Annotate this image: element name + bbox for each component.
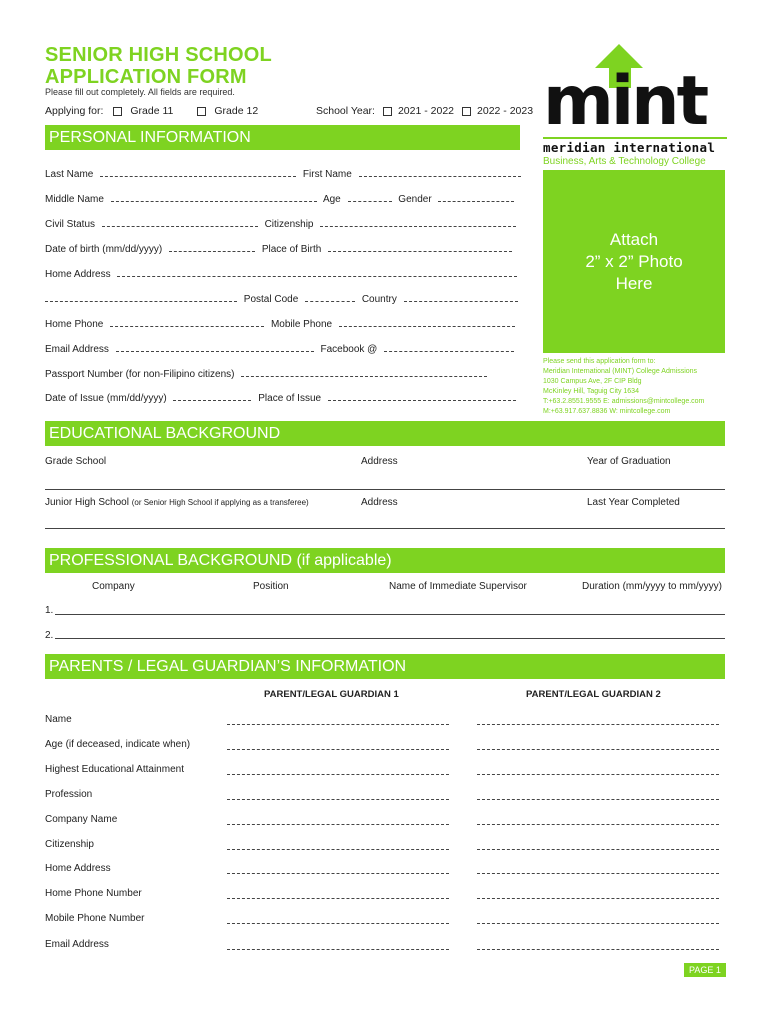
send-info — [543, 357, 704, 417]
last-name-label: Last Name — [45, 169, 94, 180]
home-address-label: Home Address — [45, 269, 111, 280]
education-header: EDUCATIONAL BACKGROUND — [45, 421, 725, 446]
logo-name: meridian international — [543, 140, 716, 155]
mint-logo-mark — [543, 42, 727, 132]
age-field[interactable] — [348, 201, 392, 202]
date-of-issue-field[interactable] — [173, 400, 251, 401]
country-label: Country — [361, 294, 397, 305]
first-name-label: First Name — [302, 169, 352, 180]
citizenship-field[interactable] — [320, 226, 516, 227]
photo-line1: Attach — [609, 229, 659, 249]
page-number-badge: PAGE 1 — [684, 963, 726, 977]
place-of-birth-label: Place of Birth — [261, 244, 322, 255]
row-middle — [45, 194, 518, 205]
professional-row1-line[interactable] — [55, 614, 725, 615]
postal-code-field[interactable] — [305, 301, 355, 302]
guardian1-field[interactable] — [227, 898, 449, 899]
place-of-birth-field[interactable] — [328, 251, 512, 252]
row-birth — [45, 244, 516, 255]
year2-checkbox[interactable] — [462, 107, 471, 116]
guardian1-field[interactable] — [227, 873, 449, 874]
guardian-row-label: Mobile Phone Number — [45, 913, 145, 924]
school-year-label: School Year: — [316, 105, 375, 117]
row-passport — [45, 369, 491, 380]
first-name-field[interactable] — [359, 176, 521, 177]
guardian2-field[interactable] — [477, 898, 719, 899]
guardian2-field[interactable] — [477, 949, 719, 950]
logo-tagline: Business, Arts & Technology College — [543, 156, 706, 167]
guardian1-field[interactable] — [227, 749, 449, 750]
mobile-phone-label: Mobile Phone — [270, 319, 333, 330]
guardian-row-label: Name — [45, 714, 72, 725]
grade12-checkbox[interactable] — [197, 107, 206, 116]
guardian2-field[interactable] — [477, 873, 719, 874]
guardian1-col-label: PARENT/LEGAL GUARDIAN 1 — [264, 689, 399, 700]
guardian-row-label: Profession — [45, 789, 93, 800]
guardian1-field[interactable] — [227, 824, 449, 825]
gender-field[interactable] — [438, 201, 514, 202]
send-info-line5: T:+63.2.8551.9555 E: admissions@mintcollege.com — [543, 398, 705, 405]
civil-status-label: Civil Status — [45, 219, 96, 230]
email-field[interactable] — [116, 351, 314, 352]
guardian-row-label: Company Name — [45, 814, 118, 825]
grade11-label: Grade 11 — [130, 105, 174, 117]
grade11-checkbox[interactable] — [113, 107, 122, 116]
guardian2-field[interactable] — [477, 774, 719, 775]
year-of-graduation-label: Year of Graduation — [587, 456, 671, 467]
guardian-row-label: Home Address — [45, 863, 111, 874]
email-label: Email Address — [45, 344, 109, 355]
postal-code-label: Postal Code — [243, 294, 299, 305]
age-label: Age — [322, 194, 341, 205]
guardian2-field[interactable] — [477, 923, 719, 924]
guardian2-col-label: PARENT/LEGAL GUARDIAN 2 — [526, 689, 661, 700]
guardian1-field[interactable] — [227, 799, 449, 800]
grade-school-label: Grade School — [45, 456, 107, 467]
row1-number: 1. — [45, 605, 54, 616]
form-title-line2: APPLICATION FORM — [45, 66, 247, 88]
grade-school-line[interactable] — [45, 489, 725, 490]
junior-high-title: Junior High School — [45, 497, 129, 508]
year2-label: 2022 - 2023 — [477, 105, 534, 117]
position-col-label: Position — [253, 581, 289, 592]
citizenship-label: Citizenship — [264, 219, 314, 230]
row-home-address — [45, 269, 521, 280]
supervisor-col-label: Name of Immediate Supervisor — [389, 581, 527, 592]
last-name-field[interactable] — [100, 176, 296, 177]
place-of-issue-field[interactable] — [328, 400, 516, 401]
professional-row2-line[interactable] — [55, 638, 725, 639]
guardian2-field[interactable] — [477, 724, 719, 725]
school-year-row — [316, 105, 533, 117]
send-info-line2: Meridian International (MINT) College Admissions — [543, 368, 698, 375]
logo-wordmark: mint — [543, 62, 707, 132]
row-civil — [45, 219, 520, 230]
form-title — [45, 44, 272, 88]
guardian1-field[interactable] — [227, 923, 449, 924]
send-info-line6: M:+63.917.637.8836 W: mintcollege.com — [543, 408, 671, 415]
duration-col-label: Duration (mm/yyyy to mm/yyyy) — [582, 581, 723, 592]
guardian1-field[interactable] — [227, 949, 449, 950]
dob-field[interactable] — [169, 251, 255, 252]
applying-for-label: Applying for: — [45, 105, 104, 117]
form-instructions: Please fill out completely. All fields are required. — [45, 87, 235, 97]
row-phones — [45, 319, 519, 330]
home-phone-field[interactable] — [110, 326, 264, 327]
mobile-phone-field[interactable] — [339, 326, 515, 327]
guardian1-field[interactable] — [227, 724, 449, 725]
guardian-row-label: Email Address — [45, 939, 109, 950]
dob-label: Date of birth (mm/dd/yyyy) — [45, 244, 163, 255]
civil-status-field[interactable] — [102, 226, 258, 227]
grade12-label: Grade 12 — [214, 105, 259, 117]
junior-high-address-label: Address — [361, 497, 398, 508]
guardian1-field[interactable] — [227, 774, 449, 775]
junior-high-note: (or Senior High School if applying as a transferee) — [131, 498, 309, 507]
guardian-row-label: Citizenship — [45, 839, 94, 850]
middle-name-field[interactable] — [111, 201, 317, 202]
mint-logo — [543, 42, 727, 167]
guardian-row-label: Age (if deceased, indicate when) — [45, 739, 191, 750]
place-of-issue-label: Place of Issue — [258, 393, 322, 404]
guardian2-field[interactable] — [477, 799, 719, 800]
professional-header: PROFESSIONAL BACKGROUND (if applicable) — [45, 548, 725, 573]
parents-header: PARENTS / LEGAL GUARDIAN’S INFORMATION — [45, 654, 725, 679]
guardian1-field[interactable] — [227, 849, 449, 850]
photo-placeholder[interactable] — [543, 170, 725, 353]
passport-label: Passport Number (for non-Filipino citizens) — [45, 369, 235, 380]
passport-field[interactable] — [241, 376, 487, 377]
row-names — [45, 169, 525, 180]
row2-number: 2. — [45, 630, 54, 641]
applying-for-row — [45, 105, 258, 117]
guardian-row-label: Highest Educational Attainment — [45, 764, 184, 775]
company-col-label: Company — [92, 581, 135, 592]
photo-line3: Here — [615, 273, 653, 293]
personal-info-header: PERSONAL INFORMATION — [45, 125, 520, 150]
facebook-field[interactable] — [384, 351, 514, 352]
date-of-issue-label: Date of Issue (mm/dd/yyyy) — [45, 393, 167, 404]
last-year-completed-label: Last Year Completed — [587, 497, 680, 508]
guardian2-field[interactable] — [477, 849, 719, 850]
home-phone-label: Home Phone — [45, 319, 104, 330]
gender-label: Gender — [398, 194, 432, 205]
year1-label: 2021 - 2022 — [397, 105, 455, 117]
send-info-line1: Please send this application form to: — [543, 358, 656, 365]
form-title-line1: SENIOR HIGH SCHOOL — [45, 44, 272, 66]
row-postal — [45, 294, 522, 305]
grade-school-address-label: Address — [361, 456, 398, 467]
send-info-line4: McKinley Hill, Taguig City 1634 — [543, 388, 639, 395]
row-email — [45, 344, 518, 355]
send-info-line3: 1030 Campus Ave, 2F CIP Bldg — [543, 378, 642, 385]
photo-line2: 2” x 2” Photo — [585, 251, 683, 271]
junior-high-line[interactable] — [45, 528, 725, 529]
row-issue — [45, 393, 520, 404]
guardian2-field[interactable] — [477, 824, 719, 825]
guardian-row-label: Home Phone Number — [45, 888, 142, 899]
guardian2-field[interactable] — [477, 749, 719, 750]
home-address-line2-field[interactable] — [45, 301, 237, 302]
junior-high-label — [45, 497, 309, 508]
home-address-field[interactable] — [117, 276, 517, 277]
facebook-label: Facebook @ — [320, 344, 378, 355]
country-field[interactable] — [404, 301, 518, 302]
middle-name-label: Middle Name — [45, 194, 104, 205]
year1-checkbox[interactable] — [383, 107, 392, 116]
